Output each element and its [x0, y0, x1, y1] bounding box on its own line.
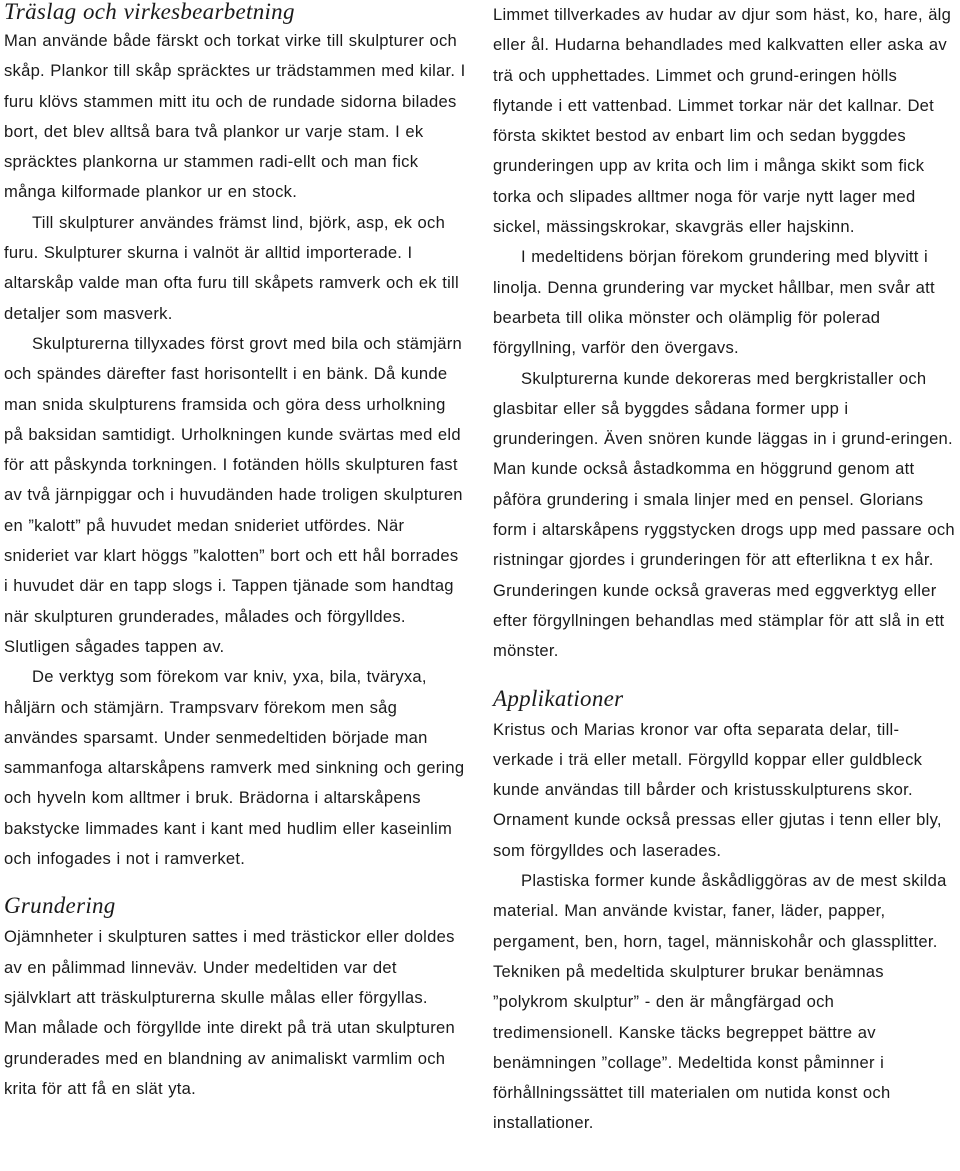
left-column	[4, 0, 466, 1104]
right-column	[493, 0, 955, 1139]
paragraph-kronor: Kristus och Marias kronor var ofta separata delar, till-verkade i trä eller metall. Förgylld koppar eller guldbleck kunde användas till bårder och kristusskulpturens skor. Ornament kunde också pressas eller gjutas i tenn eller bly, som förgylldes och laserades.	[493, 719, 942, 860]
heading-traslag: Träslag och virkesbearbetning	[4, 0, 295, 24]
paragraph-blyvitt: I medeltidens början förekom grundering med blyvitt i linolja. Denna grundering var mycket hållbar, men svår att bearbeta till olika mönster och olämplig för polerad förgyllning, varför den övergavs.	[493, 247, 935, 358]
paragraph-virke: Man använde både färskt och torkat virke till skulpturer och skåp. Plankor till skåp spräcktes ur trädstammen med kilar. I furu klövs stammen mitt itu och de rundade sidorna bilades bort, det blev alltså bara två plankor ur varje stam. I ek spräcktes plankorna ur stammen radi-ellt och man fick många kilformade plankor ur en stock.	[4, 31, 466, 202]
paragraph-grundering: Ojämnheter i skulpturen sattes i med trästickor eller doldes av en pålimmad linneväv. Under medeltiden var det självklart att träskulpturerna skulle målas eller förgyllas. Man målade och förgyllde inte direkt på trä utan skulpturen grunderades med en blandning av animaliskt varmlim och krita för att få en slät yta.	[4, 927, 455, 1098]
paragraph-tillyxning: Skulpturerna tillyxades först grovt med bila och stämjärn och spändes därefter fast horisontellt i en bänk. Då kunde man snida skulpturens framsida och göra dess urholkning på baksidan samtidigt. Urholkningen kunde svärtas med eld för att påskynda torkningen. I fotänden hölls skulpturen fast av två järnpiggar och i huvudänden hade troligen skulpturen en ”kalott” på huvudet medan snideriet utfördes. När snideriet var klart höggs ”kalotten” bort och ett hål borrades i huvudet där en tapp slogs i. Tappen tjänade som handtag när skulpturen grunderades, målades och förgylldes. Slutligen sågades tappen av.	[4, 333, 463, 656]
paragraph-dekorering: Skulpturerna kunde dekoreras med bergkristaller och glasbitar eller så byggdes sådana former upp i grunderingen. Även snören kunde läggas in i grund-eringen. Man kunde också åstadkomma en höggrund genom att påföra grundering i smala linjer med en pensel. Glorians form i altarskåpens ryggstycken drogs upp med passare och ristningar gjordes i grunderingen för att efterlikna t ex hår. Grunderingen kunde också graveras med eggverktyg eller efter förgyllningen behandlas med stämplar för att slå in ett mönster.	[493, 368, 955, 661]
heading-grundering: Grundering	[4, 893, 116, 919]
paragraph-skulpturer-traslag: Till skulpturer användes främst lind, björk, asp, ek och furu. Skulpturer skurna i valnöt är alltid importerade. I altarskåp valde man ofta furu till skåpets ramverk och ek till detaljer som masverk.	[4, 212, 459, 323]
paragraph-limmet: Limmet tillverkades av hudar av djur som häst, ko, hare, älg eller ål. Hudarna behandlades med kalkvatten eller aska av trä och upphettades. Limmet och grund-eringen hölls flytande i ett vattenbad. Limmet torkar när det kallnar. Det första skiktet bestod av enbart lim och sedan byggdes grunderingen upp av krita och lim i många skikt som fick torka och slipades alltmer noga för varje nytt lager med sickel, mässingskrokar, skavgräs eller hajskinn.	[493, 5, 952, 237]
paragraph-verktyg: De verktyg som förekom var kniv, yxa, bila, tväryxa, håljärn och stämjärn. Trampsvarv förekom men såg användes sparsamt. Under senmedeltiden började man sammanfoga altarskåpens ramverk med sinkning och gering och hyveln kom alltmer i bruk. Brädorna i altarskåpens bakstycke limmades kant i kant med hudlim eller kaseinlim och infogades i not i ramverket.	[4, 667, 465, 869]
paragraph-plastiska-former: Plastiska former kunde åskådliggöras av de mest skilda material. Man använde kvistar, faner, läder, papper, pergament, ben, horn, tagel, människohår och glassplitter. Tekniken på medeltida skulpturer brukar benämnas ”polykrom skulptur” - den är mångfärgad och tredimensionell. Kanske täcks begreppet bättre av benämningen ”collage”. Medeltida konst påminner i förhållningssättet till materialen om nutida konst och installationer.	[493, 871, 947, 1133]
heading-applikationer: Applikationer	[493, 685, 624, 711]
